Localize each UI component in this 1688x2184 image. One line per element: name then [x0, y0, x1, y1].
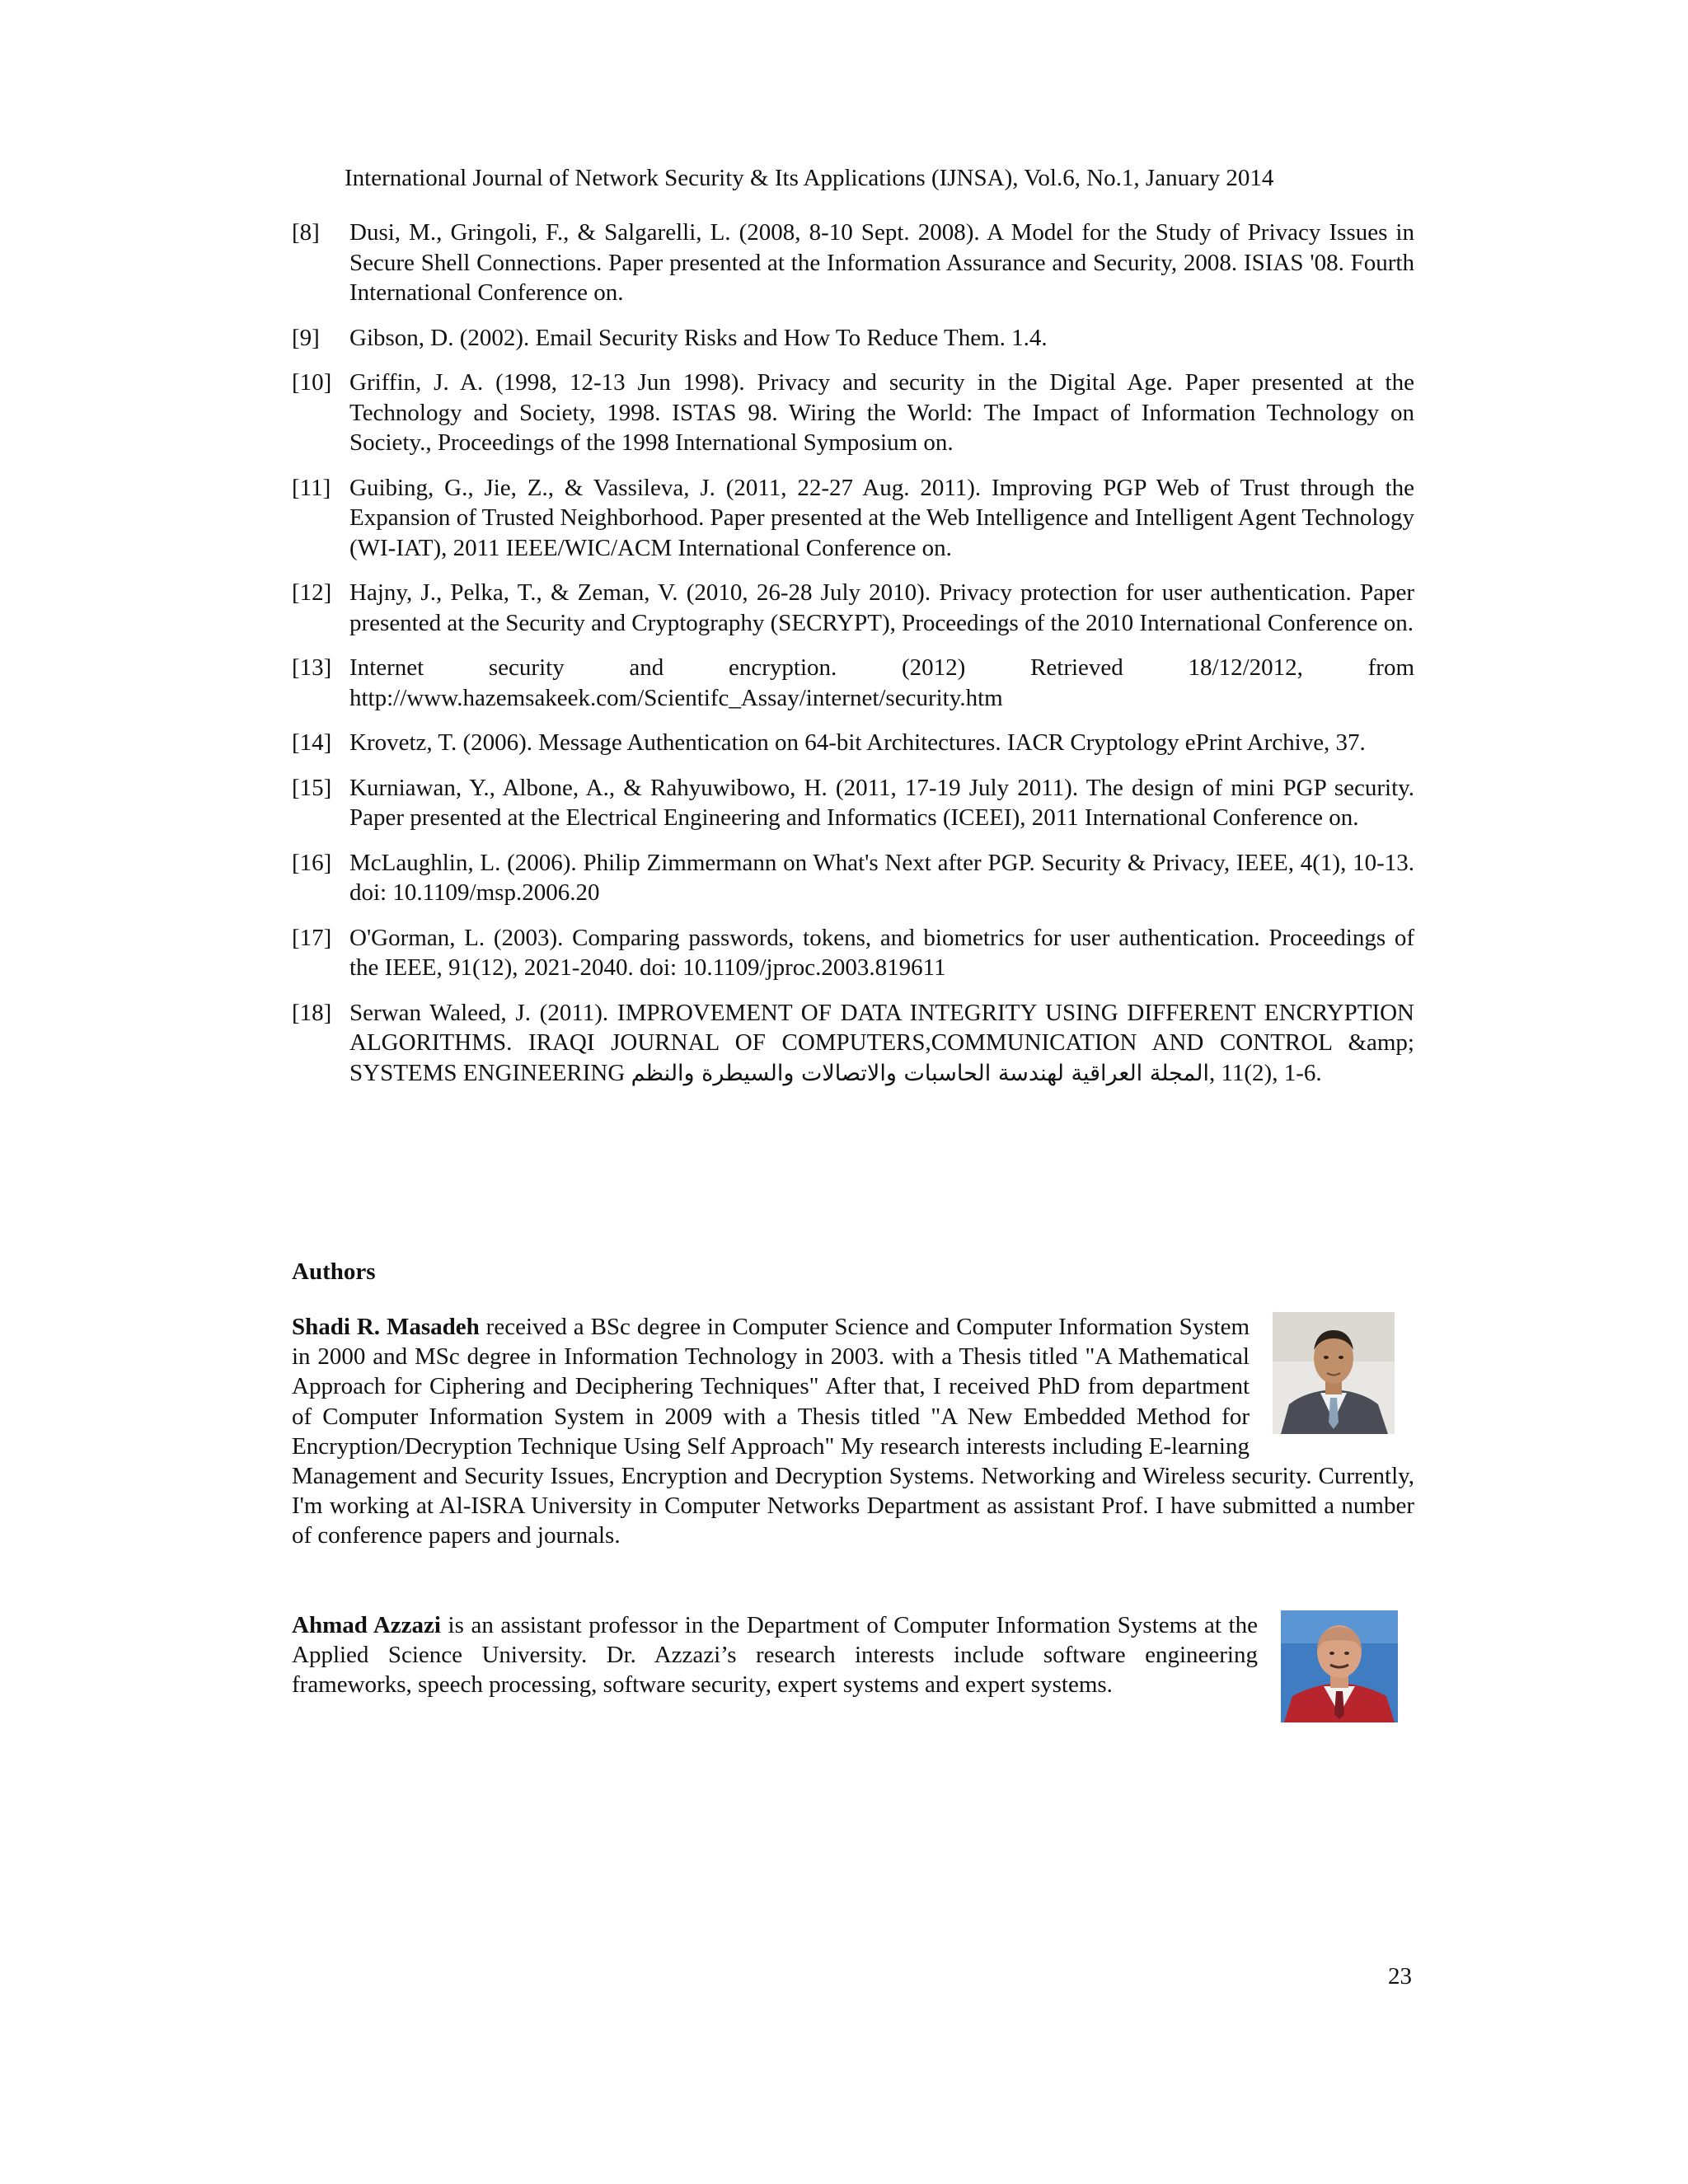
reference-number: [14] [292, 729, 332, 756]
reference-item [292, 368, 1414, 458]
reference-text: O'Gorman, L. (2003). Comparing passwords, tokens, and biometrics for user authentication. Proceedings of the IEEE, 91(12), 2021-2040. doi: 10.1109/jproc.2003.819611 [349, 924, 1414, 981]
reference-number: [18] [292, 999, 332, 1026]
reference-text: Kurniawan, Y., Albone, A., & Rahyuwibowo, H. (2011, 17-19 July 2011). The design of mini PGP security. Paper presented at the Electrical Engineering and Informatics (ICEEI), 2011 International Conference on. [349, 774, 1414, 831]
reference-body [349, 998, 1414, 1090]
reference-text: Griffin, J. A. (1998, 12-13 Jun 1998). Privacy and security in the Digital Age. Paper presented at the Technology and Society, 1998. ISTAS 98. Wiring the World: The Impact of Information Technology on Society., Proceedings of the 1998 International Symposium on. [349, 369, 1414, 456]
reference-text: Guibing, G., Jie, Z., & Vassileva, J. (2011, 22-27 Aug. 2011). Improving PGP Web of Trust through the Expansion of Trusted Neighborhood. Paper presented at the Web Intelligence and Intelligent Agent Technology (WI-IAT), 2011 IEEE/WIC/ACM International Conference on. [349, 474, 1414, 561]
author-photo [1281, 1610, 1398, 1722]
reference-body [349, 653, 1414, 713]
reference-item [292, 218, 1414, 308]
reference-number: [13] [292, 654, 332, 681]
reference-item [292, 653, 1414, 713]
reference-number: [15] [292, 774, 332, 801]
author-bio [292, 1312, 1414, 1551]
reference-url[interactable]: http://www.hazemsakeek.com/Scientifc_Assay/internet/security.htm [349, 684, 1003, 711]
reference-item [292, 773, 1414, 833]
reference-item [292, 848, 1414, 908]
author-bio-text: is an assistant professor in the Department of Computer Information Systems at the Applied Science University. Dr. Azzazi’s research interests include software engineering frameworks, speech processing, software security, expert systems and expert systems. [292, 1612, 1258, 1699]
reference-item [292, 473, 1414, 564]
reference-number: [9] [292, 324, 320, 351]
running-header: International Journal of Network Security & Its Applications (IJNSA), Vol.6, No.1, January 2014 [345, 165, 1274, 191]
author-bio-text: received a BSc degree in Computer Science and Computer Information System in 2000 and MSc degree in Information Technology in 2003. with a Thesis titled "A Mathematical Approach for Ciphering and Deciphering Techniques" After that, I received PhD from department of Computer Information System in 2009 with a Thesis titled "A New Embedded Method for Encryption/Decryption Technique Using Self Approach" My research interests including E-learning Management and Security Issues, Encryption and Decryption Systems. Networking and Wireless security. Currently, I'm working at Al-ISRA University in Computer Networks Department as assistant Prof. I have submitted a number of conference papers and journals. [292, 1314, 1414, 1549]
portrait-icon [1273, 1312, 1395, 1434]
reference-item [292, 728, 1414, 758]
reference-number: [10] [292, 369, 332, 396]
reference-number: [16] [292, 849, 332, 876]
reference-text: McLaughlin, L. (2006). Philip Zimmermann on What's Next after PGP. Security & Privacy, IEEE, 4(1), 10-13. doi: 10.1109/msp.2006.20 [349, 849, 1414, 906]
author-bio [292, 1610, 1414, 1726]
reference-arabic-title: المجلة العراقية لهندسة الحاسبات والاتصالات والسيطرة والنظم [631, 1060, 1209, 1086]
reference-text: Dusi, M., Gringoli, F., & Salgarelli, L. (2008, 8-10 Sept. 2008). A Model for the Study of Privacy Issues in Secure Shell Connections. Paper presented at the Information Assurance and Security, 2008. ISIAS '08. Fourth International Conference on. [349, 219, 1414, 306]
reference-number: [17] [292, 924, 332, 951]
reference-item [292, 323, 1414, 354]
reference-tail: , 11(2), 1-6. [1208, 1059, 1322, 1086]
reference-number: [11] [292, 474, 331, 501]
reference-number: [12] [292, 579, 332, 606]
reference-item [292, 923, 1414, 983]
author-name: Shadi R. Masadeh [292, 1314, 480, 1340]
reference-text: Hajny, J., Pelka, T., & Zeman, V. (2010, 26-28 July 2010). Privacy protection for user authentication. Paper presented at the Security and Cryptography (SECRYPT), Proceedings of the 2010 International Conference on. [349, 579, 1414, 636]
reference-number: [8] [292, 219, 320, 246]
portrait-icon [1281, 1610, 1398, 1722]
reference-text: Krovetz, T. (2006). Message Authentication on 64-bit Architectures. IACR Cryptology ePrint Archive, 37. [349, 729, 1366, 756]
reference-text: Internet security and encryption. (2012) Retrieved 18/12/2012, from [349, 654, 1414, 681]
reference-list [292, 218, 1414, 1104]
reference-item [292, 998, 1414, 1090]
page-number: 23 [1388, 1963, 1412, 1990]
author-photo [1273, 1312, 1395, 1434]
reference-text: Serwan Waleed, J. (2011). IMPROVEMENT OF DATA INTEGRITY USING DIFFERENT ENCRYPTION ALGORITHMS. IRAQI JOURNAL OF COMPUTERS,COMMUNICATION AND CONTROL &amp; SYSTEMS ENGINEERING [349, 999, 1414, 1086]
authors-heading: Authors [292, 1258, 376, 1285]
reference-item [292, 578, 1414, 638]
reference-text: Gibson, D. (2002). Email Security Risks and How To Reduce Them. 1.4. [349, 324, 1048, 351]
author-name: Ahmad Azzazi [292, 1612, 441, 1638]
